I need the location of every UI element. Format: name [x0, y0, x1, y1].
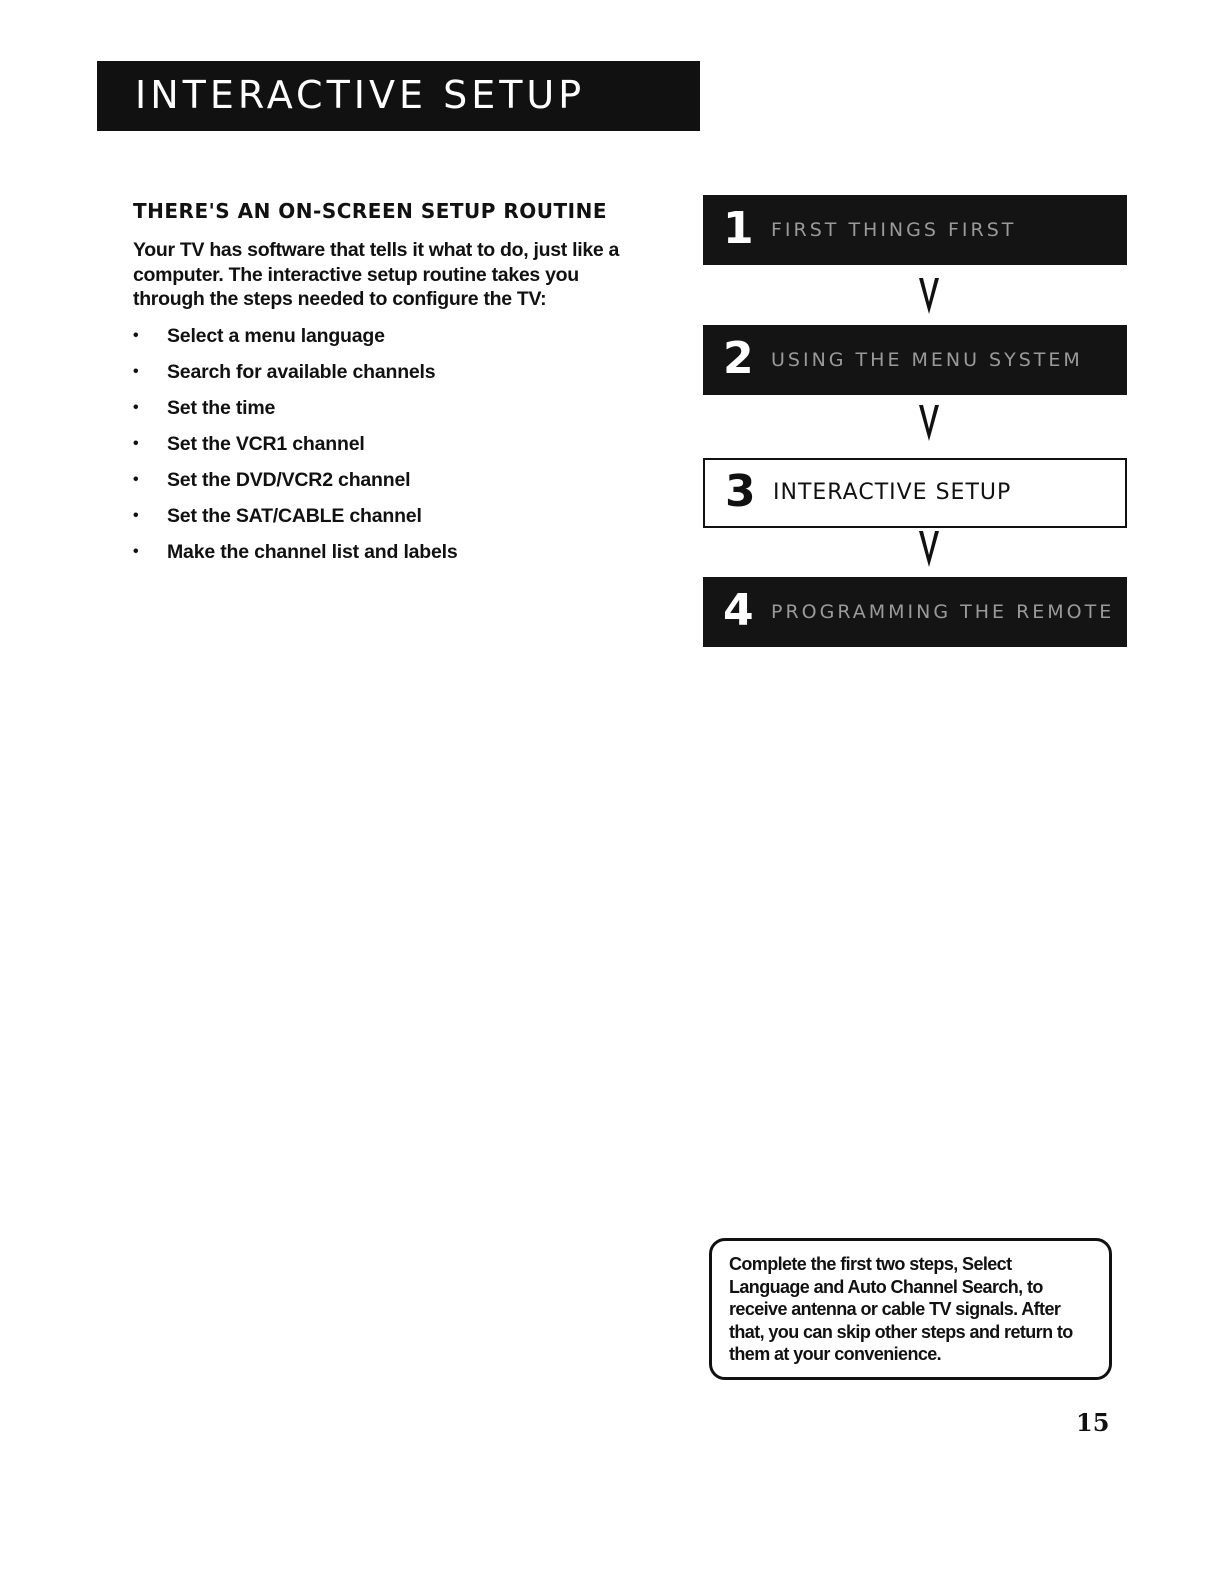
list-item-label: Set the VCR1 channel	[167, 433, 365, 455]
bullet-icon: •	[133, 435, 139, 452]
banner-title: INTERACTIVE SETUP	[135, 73, 586, 117]
list-item-label: Search for available channels	[167, 361, 436, 383]
flow-step-number: 1	[723, 203, 754, 254]
chevron-down-icon	[918, 276, 940, 316]
list-item-label: Select a menu language	[167, 325, 385, 347]
bullet-icon: •	[133, 543, 139, 560]
chevron-down-icon	[918, 529, 940, 569]
section-banner	[97, 61, 700, 131]
flow-step-1	[703, 195, 1127, 265]
chevron-down-icon	[918, 403, 940, 443]
bullet-icon: •	[133, 471, 139, 488]
note-text: Complete the first two steps, Select Language and Auto Channel Search, to receive antenna or cable TV signals. After that, you can skip other steps and return to them at your convenience.	[729, 1254, 1073, 1364]
bullet-icon: •	[133, 507, 139, 524]
list-item-label: Set the SAT/CABLE channel	[167, 505, 422, 527]
list-item-label: Set the DVD/VCR2 channel	[167, 469, 411, 491]
flow-step-label: INTERACTIVE SETUP	[773, 480, 1012, 505]
flow-step-number: 3	[725, 466, 756, 517]
section-heading: THERE'S AN ON-SCREEN SETUP ROUTINE	[133, 199, 608, 223]
flow-step-number: 4	[723, 585, 754, 636]
intro-paragraph: Your TV has software that tells it what to do, just like a computer. The interactive setup routine takes you through the steps needed to configure the TV:	[133, 239, 620, 310]
flow-step-number: 2	[723, 333, 754, 384]
list-item-label: Set the time	[167, 397, 276, 419]
note-box	[709, 1238, 1112, 1380]
flow-step-3-current	[703, 458, 1127, 528]
flow-step-label: FIRST THINGS FIRST	[771, 219, 1017, 241]
flow-step-4	[703, 577, 1127, 647]
bullet-icon: •	[133, 327, 139, 344]
list-item-label: Make the channel list and labels	[167, 541, 458, 563]
flow-step-label: USING THE MENU SYSTEM	[771, 349, 1083, 371]
flow-step-2	[703, 325, 1127, 395]
page-number: 15	[1076, 1408, 1110, 1437]
bullet-icon: •	[133, 399, 139, 416]
bullet-icon: •	[133, 363, 139, 380]
flow-step-label: PROGRAMMING THE REMOTE	[771, 601, 1115, 623]
